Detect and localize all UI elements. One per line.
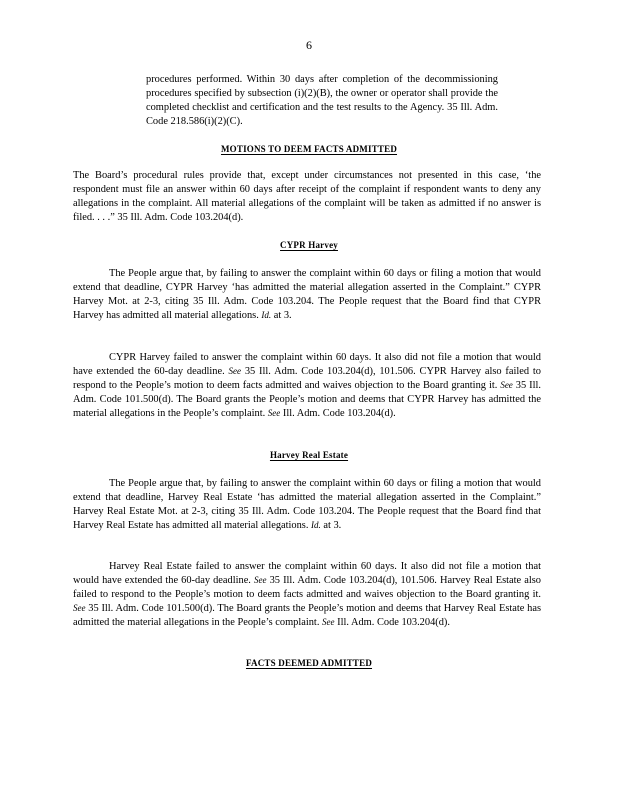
harvey-ruling-part-d: Ill. Adm. Code 103.204(d). — [334, 616, 450, 628]
harvey-ruling-text — [73, 560, 541, 630]
heading-motions — [0, 144, 618, 154]
page-number: 6 — [306, 38, 312, 52]
procedural-rules-paragraph — [73, 169, 541, 225]
cypr-argument-paragraph — [73, 267, 541, 323]
cypr-ruling-text — [73, 351, 541, 421]
procedural-rules-text: The Board’s procedural rules provide that, except under circumstances not presented in this case, ‘the respondent must file an answer within 60 days after receipt of the complaint if respondent wants to deny any allegations in the complaint. All material allegations of the complaint will be taken as admitted if no answer is filed. . . .” 35 Ill. Adm. Code 103.204(d). — [73, 170, 541, 223]
cypr-ruling-part-a: CYPR Harvey failed to answer the complaint within 60 days. It also did not file a motion that would have extended the 60-day deadline. — [73, 352, 541, 377]
cypr-ruling-part-b: 35 Ill. Adm. Code 103.204(d), 101.506. CYPR Harvey also failed to respond to the People’s motion to deem facts admitted and waives objection to the Board granting it. — [73, 365, 541, 391]
harvey-ruling-signal-2: See — [73, 602, 86, 613]
cypr-ruling-part-c: 35 Ill. Adm. Code 101.500(d). The Board grants the People’s motion and deems that CYPR Harvey has admitted the material allegations in the People’s complaint. — [73, 379, 542, 419]
harvey-ruling-part-b: 35 Ill. Adm. Code 103.204(d), 101.506. Harvey Real Estate also failed to respond to the People’s motion to deem facts admitted and waives objection to the Board granting it. — [73, 574, 541, 600]
cypr-ruling-signal-3: See — [267, 407, 281, 418]
cypr-argument-text — [73, 267, 541, 323]
block-quote — [146, 73, 498, 129]
cypr-ruling-paragraph — [73, 351, 541, 421]
heading-cypr-harvey — [0, 240, 618, 250]
heading-cypr-harvey-text: CYPR Harvey — [280, 240, 338, 250]
cypr-ruling-signal-2: See — [500, 379, 513, 390]
harvey-argument-text — [73, 477, 541, 533]
cypr-argument-signal: Id. — [261, 309, 272, 320]
heading-motions-text: MOTIONS TO DEEM FACTS ADMITTED — [220, 144, 398, 154]
cypr-argument-pin: at 3. — [271, 309, 292, 321]
harvey-ruling-part-a: Harvey Real Estate failed to answer the complaint within 60 days. It also did not file a motion that would have extended the 60-day deadline. — [73, 561, 541, 586]
cypr-ruling-part-d: Ill. Adm. Code 103.204(d). — [280, 407, 396, 419]
harvey-argument-paragraph — [73, 477, 541, 533]
heading-facts-deemed-admitted — [0, 658, 618, 668]
cypr-argument-body: The People argue that, by failing to answer the complaint within 60 days or filing a motion that would extend that deadline, CYPR Harvey ‘has admitted the material allegation asserted in the Complaint.” CYPR Harvey Mot. at 2-3, citing 35 Ill. Adm. Code 103.204. The People request that the Board find that CYPR Harvey has admitted all material allegations. — [73, 268, 541, 321]
heading-harvey-real-estate — [0, 450, 618, 460]
harvey-ruling-paragraph — [73, 560, 541, 630]
quote-text: procedures performed. Within 30 days after completion of the decommissioning procedures specified by subsection (i)(2)(B), the owner or operator shall provide the completed checklist and certification and the test results to the Agency. 35 Ill. Adm. Code 218.586(i)(2)(C). — [146, 74, 498, 127]
heading-facts-deemed-admitted-text: FACTS DEEMED ADMITTED — [245, 658, 373, 668]
harvey-argument-signal: Id. — [311, 519, 321, 530]
harvey-ruling-signal-3: See — [322, 616, 335, 627]
harvey-ruling-part-c: 35 Ill. Adm. Code 101.500(d). The Board grants the People’s motion and deems that Harvey Real Estate has admitted the material allegations in the People’s complaint. — [73, 602, 541, 628]
harvey-argument-body: The People argue that, by failing to answer the complaint within 60 days or filing a motion that would extend that deadline, Harvey Real Estate ‘has admitted the material allegation asserted in the Complaint.” Harvey Real Estate Mot. at 2-3, citing 35 Ill. Adm. Code 103.204. The People request that the Board find that Harvey Real Estate has admitted all material allegations. — [73, 478, 541, 531]
harvey-ruling-signal-1: See — [254, 574, 267, 585]
harvey-argument-pin: at 3. — [320, 519, 342, 531]
heading-harvey-real-estate-text: Harvey Real Estate — [269, 450, 349, 460]
cypr-ruling-signal-1: See — [228, 365, 242, 376]
